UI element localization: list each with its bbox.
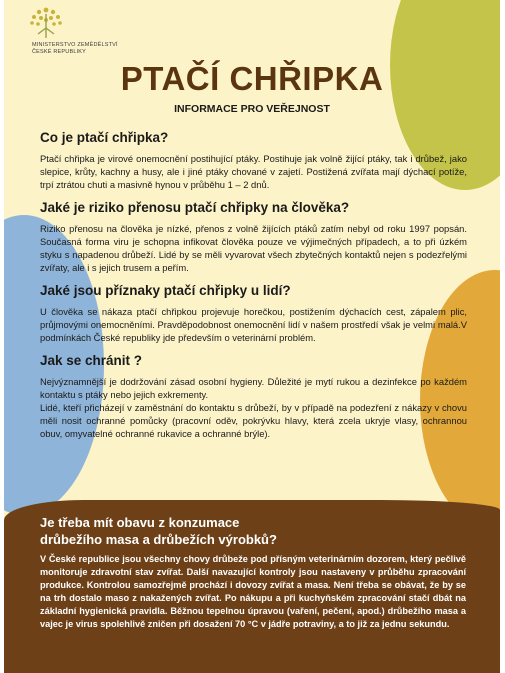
- meat-consumption-heading-line1: Je třeba mít obavu z konzumace: [40, 515, 240, 530]
- page-subtitle: INFORMACE PRO VEŘEJNOST: [174, 103, 330, 115]
- section-risk: [40, 200, 467, 274]
- section-paragraph: Riziko přenosu na člověka je nízké, přenos z volně žijících ptáků zatím nebyl od roku 1997 popsán. Současná forma viru je schopna infikovat člověka pouze ve výjimečných případech, a to při úzkém styku s napadenou drůbeží. Lidé by se měli vyvarovat všech zbytečných kontaktů nejen s podezřelými zvířaty, ale i s jejich trusem a peřím.: [40, 223, 467, 273]
- meat-consumption-heading-line2: drůbežího masa a drůbežích výrobků?: [40, 532, 277, 547]
- leaflet-page: [4, 0, 500, 673]
- section-paragraph: Nejvýznamnější je dodržování zásad osobní hygieny. Důležité je mytí rukou a dezinfekce po každém kontaktu s ptáky nebo jejich exkrementy.: [40, 376, 467, 400]
- section-heading: Co je ptačí chřipka?: [40, 130, 169, 145]
- ministry-logo: [26, 6, 136, 55]
- section-protection: [40, 353, 467, 440]
- section-heading: Jaké je riziko přenosu ptačí chřipky na člověka?: [40, 200, 350, 215]
- ministry-name: [32, 42, 136, 55]
- meat-consumption-content: [40, 514, 466, 631]
- main-content: [40, 130, 467, 449]
- wheat-leaf-icon: [26, 6, 66, 40]
- ministry-name-line1: MINISTERSTVO ZEMĚDĚLSTVÍ: [32, 42, 118, 48]
- section-paragraph: U člověka se nákaza ptačí chřipkou projevuje horečkou, postižením dýchacích cest, zápalem plic, průjmovými onemocněními. Pravděpodobnost onemocnění lidí v našem prostředí však je velmi malá.V podmínkách České republiky jde především o veterinární problém.: [40, 306, 467, 343]
- page-title: PTAČÍ CHŘIPKA: [120, 60, 384, 97]
- section-heading: Jak se chránit ?: [40, 353, 143, 368]
- meat-consumption-text: V České republice jsou všechny chovy drůbeže pod přísným veterinárním dozorem, který pečlivě monitoruje zdravotní stav zvířat. Další navazující kontroly jsou nastaveny v průběhu zpracování produkce. Kontrolou samozřejmě prochází i dovozy zvířat a masa. Není třeba se obávat, že by se na trh dostalo maso z nakažených zvířat. Po nákupu a při kuchyňském zpracování stačí dbát na základní hygienická pravidla. Běžnou tepelnou úpravou (vaření, pečení, apod.) drůbežího masa a vajec je virus spolehlivě zničen při dosažení 70 °C v jádře potraviny, a to již za jednu sekundu.: [40, 554, 466, 629]
- section-what-is: [40, 130, 467, 191]
- section-paragraph: Ptačí chřipka je virové onemocnění postihující ptáky. Postihuje jak volně žijící ptáky, tak i drůbež, jako slepice, krůty, kachny a husy, ale i jiné ptáky chované v zajetí. Postižená zvířata mají dýchací potíže, trpí ztrátou chuti a masivně hynou v průběhu 1 – 2 dnů.: [40, 153, 467, 190]
- section-paragraph: Lidé, kteří přicházejí v zaměstnání do kontaktu s drůbeží, by v případě na podezření z nákazy v chovu měli nosit ochranné pomůcky (pracovní oděv, pokrývku hlavy, která zcela ukryje vlasy, ochrannou obuv, omyvatelné ochranné rukavice a ochranné brýle).: [40, 402, 467, 439]
- section-heading: Jaké jsou příznaky ptačí chřipky u lidí?: [40, 283, 291, 298]
- section-symptoms: [40, 283, 467, 344]
- meat-consumption-band: [4, 500, 500, 673]
- ministry-name-line2: ČESKÉ REPUBLIKY: [32, 48, 87, 55]
- meat-consumption-heading: [40, 514, 466, 548]
